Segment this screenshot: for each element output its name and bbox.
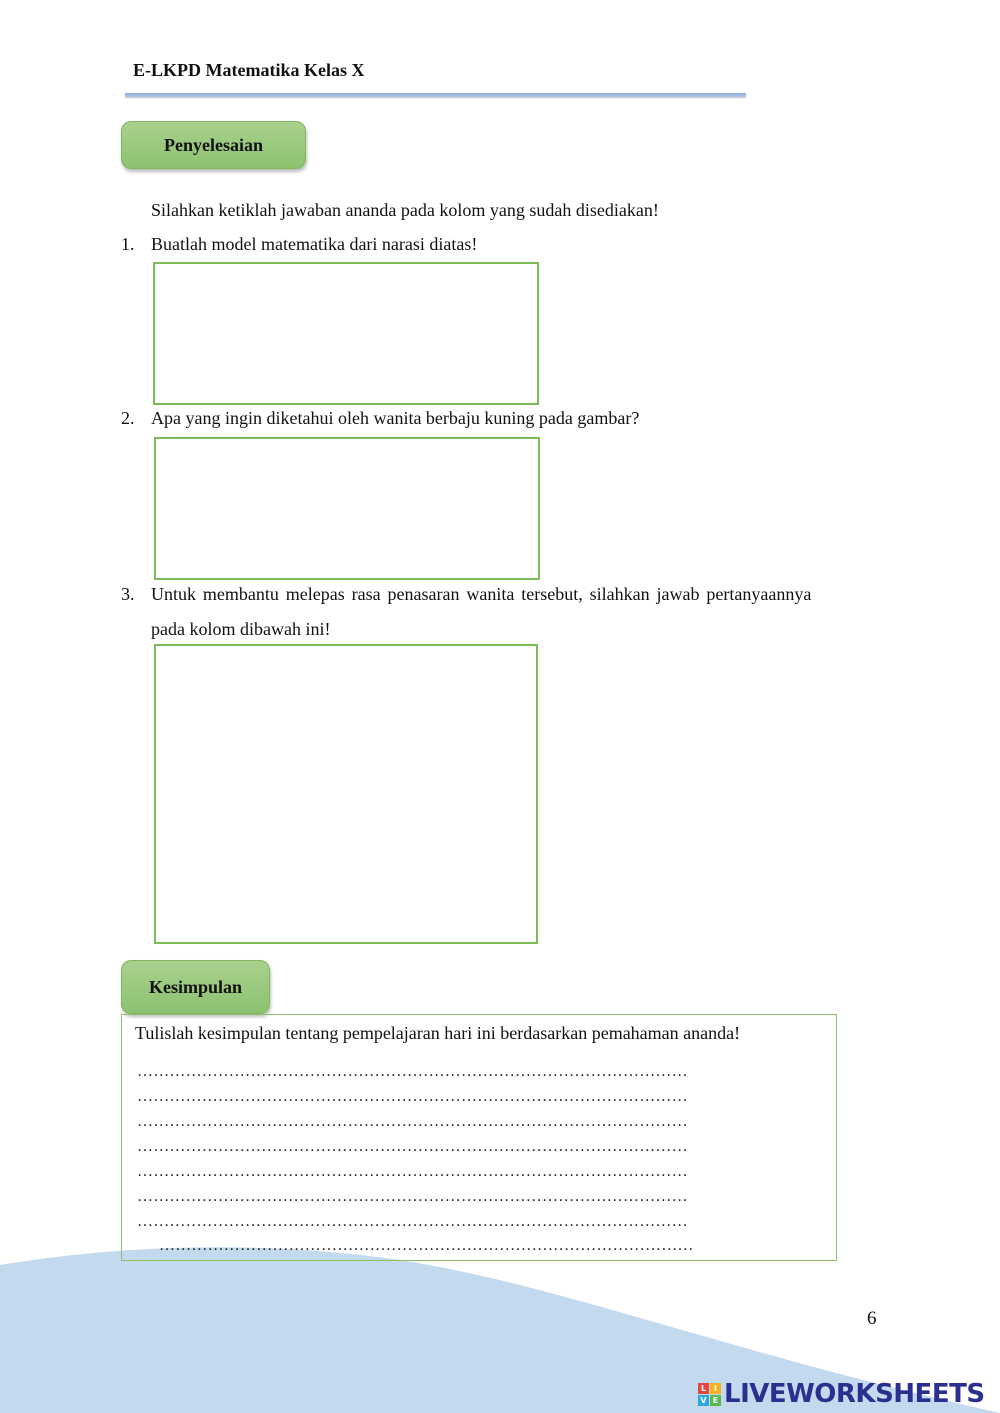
section-label-text: Penyelesaian <box>164 134 263 155</box>
instruction-text: Silahkan ketiklah jawaban ananda pada kolom yang sudah disediakan! <box>151 200 659 220</box>
question-number: 1. <box>121 234 135 254</box>
answer-box-2[interactable] <box>154 437 540 580</box>
dotted-answer-line[interactable]: ………………………………………………………………………………………… <box>137 1113 688 1130</box>
answer-box-3[interactable] <box>154 644 538 944</box>
mark-letter: L <box>698 1383 709 1394</box>
dotted-answer-line[interactable]: ……………………………………………………………………………………… <box>159 1237 694 1254</box>
dotted-answer-line[interactable]: ………………………………………………………………………………………… <box>137 1138 688 1155</box>
mark-letter: I <box>710 1383 721 1394</box>
dotted-answer-line[interactable]: ………………………………………………………………………………………… <box>137 1088 688 1105</box>
section-label-kesimpulan <box>121 960 270 1014</box>
question-text: Untuk membantu melepas rasa penasaran wanita tersebut, silahkan jawab pertanyaannya <box>151 584 812 604</box>
dotted-answer-line[interactable]: ………………………………………………………………………………………… <box>137 1163 688 1180</box>
question-text-continued: pada kolom dibawah ini! <box>151 619 331 639</box>
page-header-title: E-LKPD Matematika Kelas X <box>133 60 365 80</box>
liveworksheets-mark-icon <box>698 1383 721 1406</box>
dotted-answer-line[interactable]: ………………………………………………………………………………………… <box>137 1213 688 1230</box>
dotted-answer-line[interactable]: ………………………………………………………………………………………… <box>137 1063 688 1080</box>
mark-letter: E <box>710 1395 721 1406</box>
dotted-answer-line[interactable]: ………………………………………………………………………………………… <box>137 1188 688 1205</box>
conclusion-prompt: Tulislah kesimpulan tentang pempelajaran hari ini berdasarkan pemahaman ananda! <box>135 1023 741 1043</box>
section-label-text: Kesimpulan <box>148 976 243 997</box>
question-number: 2. <box>121 408 135 428</box>
mark-letter: V <box>698 1395 709 1406</box>
header-divider <box>125 93 746 97</box>
question-text: Buatlah model matematika dari narasi diatas! <box>151 234 478 254</box>
question-number: 3. <box>121 584 135 604</box>
conclusion-box[interactable] <box>121 1014 837 1261</box>
liveworksheets-wordmark: LIVEWORKSHEETS <box>724 1379 985 1409</box>
question-text: Apa yang ingin diketahui oleh wanita berbaju kuning pada gambar? <box>151 408 640 428</box>
page-number: 6 <box>867 1308 877 1329</box>
section-label-penyelesaian <box>121 121 306 169</box>
liveworksheets-logo <box>698 1378 985 1410</box>
answer-box-1[interactable] <box>153 262 539 405</box>
